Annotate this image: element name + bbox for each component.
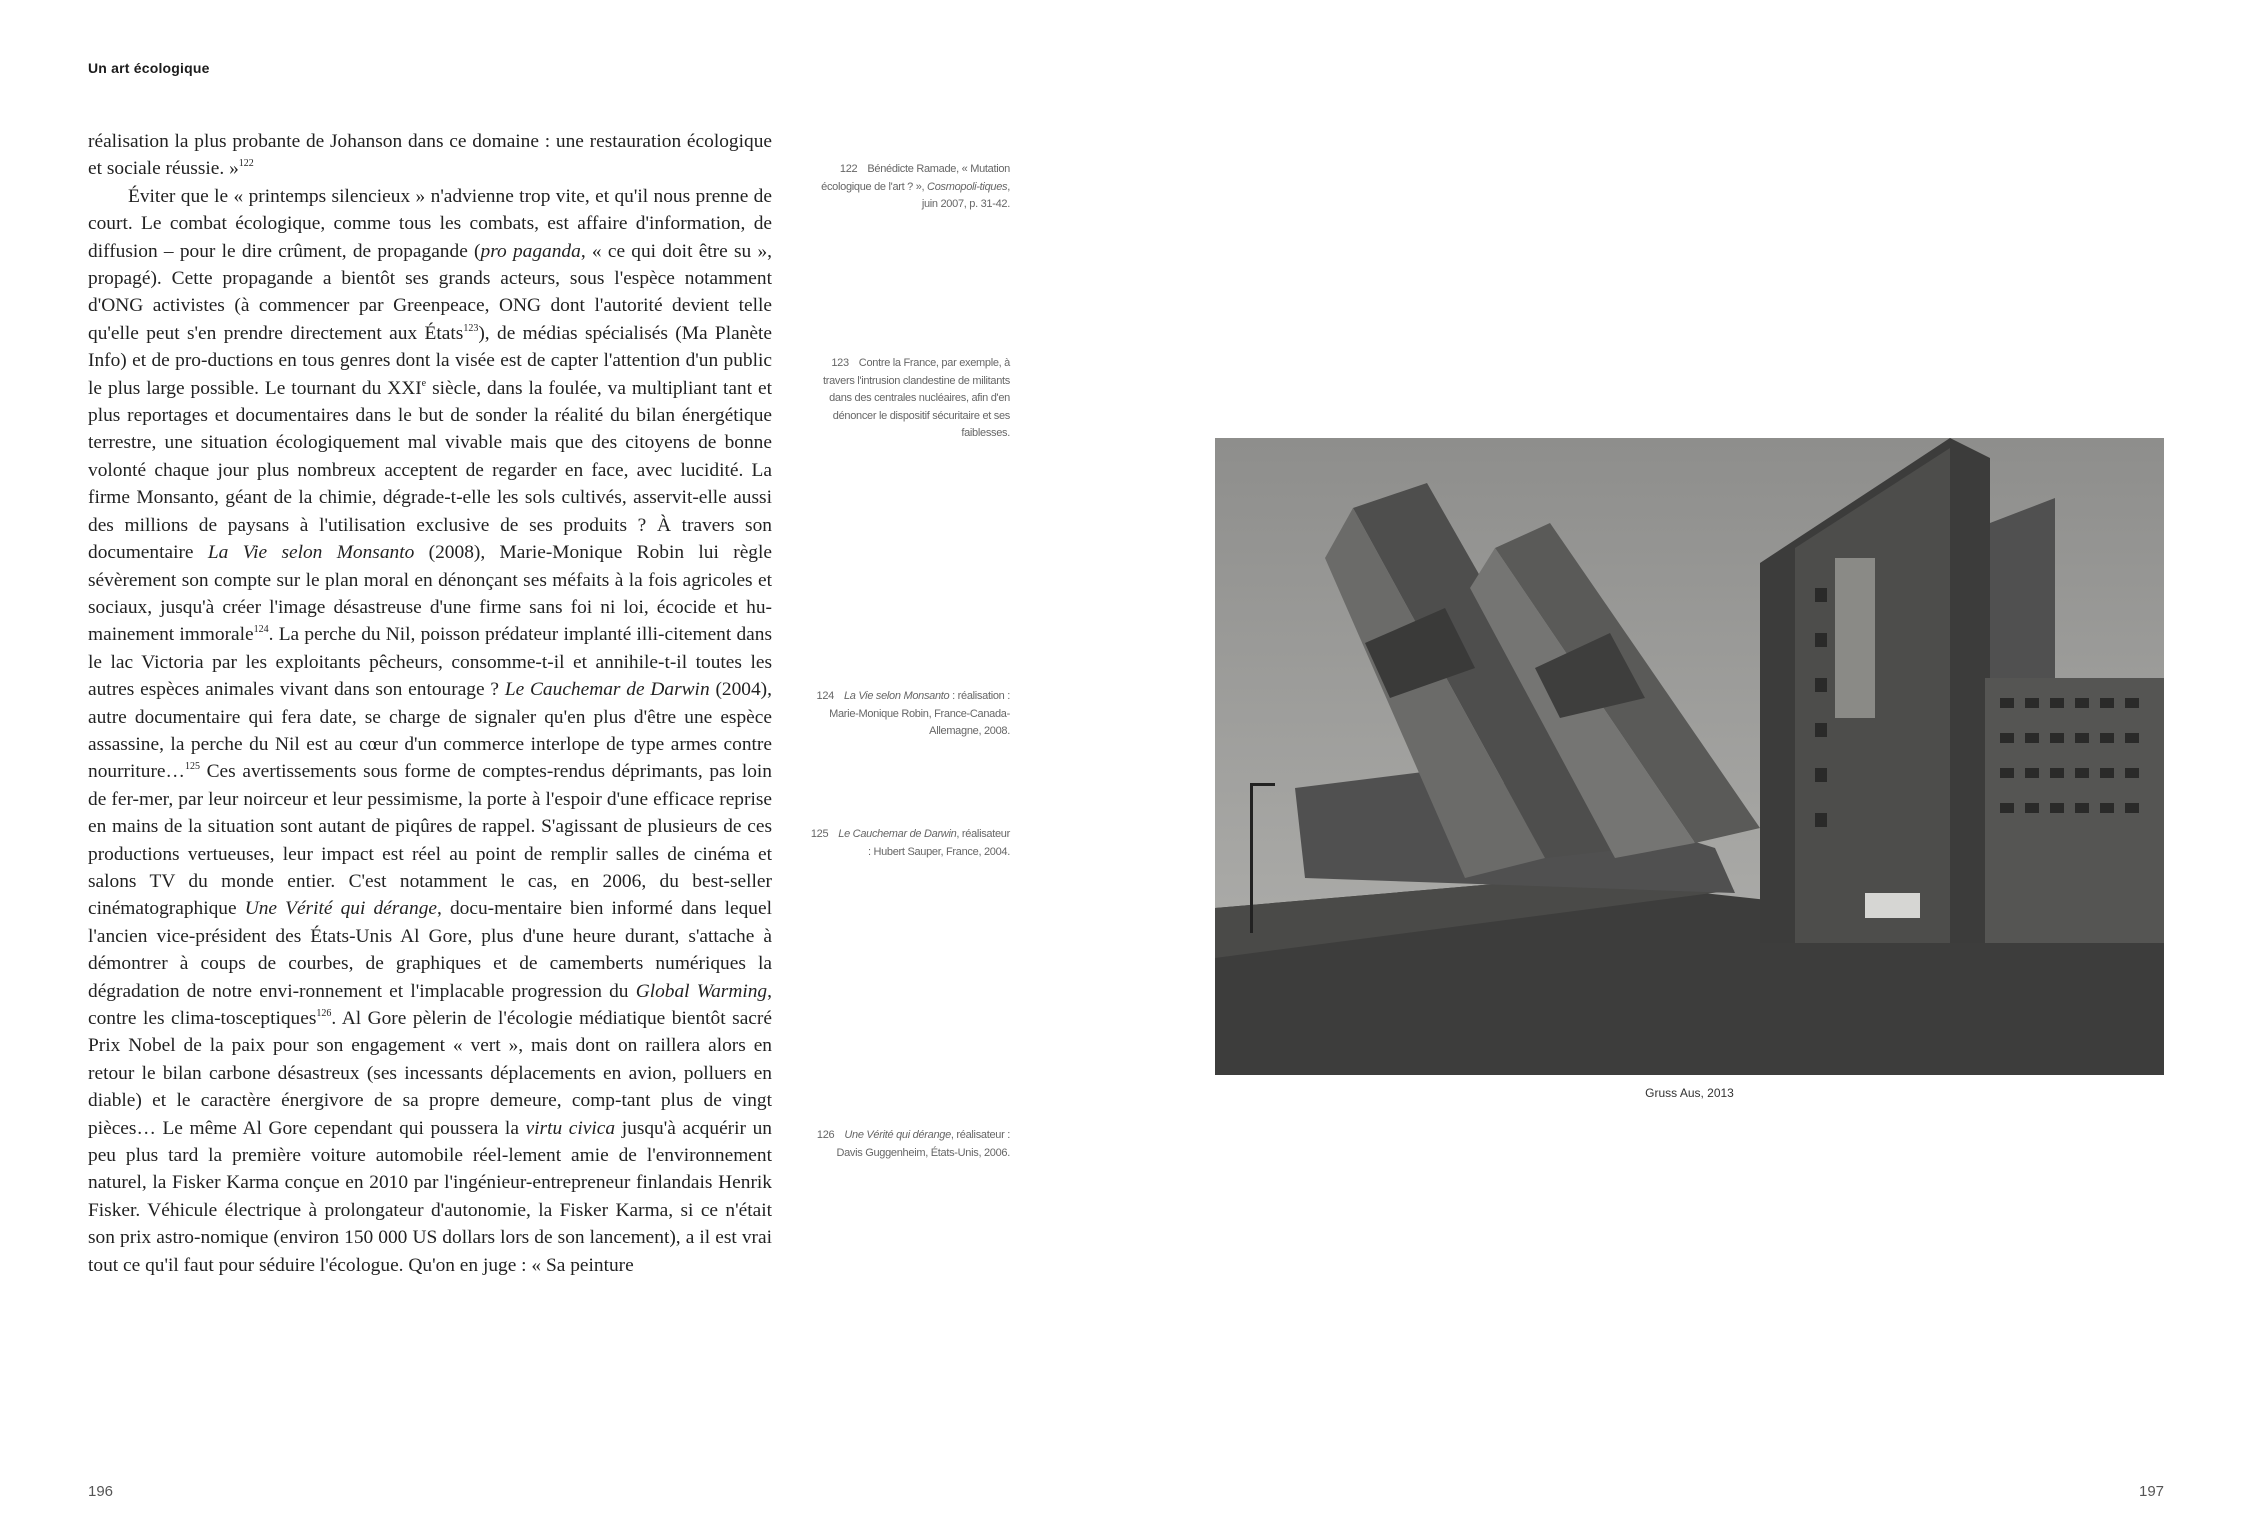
footnote-ref: 125 bbox=[184, 761, 200, 773]
artwork-photo bbox=[1215, 438, 2164, 1075]
footnote-ref: 124 bbox=[253, 624, 269, 636]
footnote-123: 123 Contre la France, par exemple, à travers l'intrusion clandestine de militants dans des centrales nucléaires, afin d'en dénoncer le dispositif sécuritaire et ses faiblesses. bbox=[823, 357, 1010, 439]
body-text bbox=[88, 128, 772, 1279]
footnote-126: 126 Une Vérité qui dérange, réalisateur : Davis Guggenheim, États-Unis, 2006. bbox=[816, 1129, 1010, 1159]
paragraph: réalisation la plus probante de Johanson dans ce domaine : une restauration écologique et sociale réussie. »$^{122}$ bbox=[88, 131, 772, 180]
footnote-ref: 126 bbox=[316, 1008, 332, 1019]
footnote-124: 124 La Vie selon Monsanto : réalisation : Marie-Monique Robin, France-Canada-Allemagne, 2008. bbox=[816, 690, 1010, 737]
footnote-122: 122 Bénédicte Ramade, « Mutation écologique de l'art ? », Cosmopoli-tiques, juin 2007, p. 31-42. bbox=[821, 163, 1010, 210]
page-number-left: 196 bbox=[88, 1483, 114, 1500]
footnote-125: 125 Le Cauchemar de Darwin, réalisateur : Hubert Sauper, France, 2004. bbox=[810, 828, 1010, 858]
page-number-right: 197 bbox=[2139, 1483, 2165, 1500]
figure-caption: Gruss Aus, 2013 bbox=[1645, 1086, 1734, 1100]
tilted-buildings-image bbox=[1215, 438, 2164, 1075]
running-header: Un art écologique bbox=[88, 60, 210, 76]
paragraph: Éviter que le « printemps silencieux » n'advienne trop vite, et qu'il nous prenne de court. Le combat écologique, comme tous les combats, est affaire d'information, de diffusion – pour le dire crûment, de propagande (pro paganda, « ce qui doit être su », propagé). Cette propagande a bientôt ses grands acteurs, sous l'espèce notamment d'ONG activistes (à commencer par Greenpeace, ONG dont l'autorité devient telle qu'elle peut s'en prendre directement aux États$^{123}$), de médias spécialisés (Ma Planète Info) et de pro-ductions en tous genres dont la visée est de capter l'attention d'un public le plus large possible. Le tournant du XXIe siècle, dans la foulée, va multipliant tant et plus reportages et documentaires dans le but de sonder la réalité du bilan énergétique terrestre, une situation écologiquement mal vivable mais que des citoyens de bonne volonté chaque jour plus nombreux acceptent de regarder en face, avec lucidité. La firme Monsanto, géant de la chimie, dégrade-t-elle les sols cultivés, asservit-elle aussi des millions de paysans à l'utilisation exclusive de ses produits ? À travers son documentaire La Vie selon Monsanto (2008), Marie-Monique Robin lui règle sévèrement son compte sur le plan moral en dénonçant ses méfaits à la fois agricoles et sociaux, jusqu'à créer l'image désastreuse d'une firme sans foi ni loi, écocide et hu-mainement immorale$^{124}$. La perche du Nil, poisson prédateur implanté illi-citement dans le lac Victoria par les exploitants pêcheurs, consomme-t-il et annihile-t-il toutes les autres espèces animales vivant dans son entourage ? Le Cauchemar de Darwin (2004), autre documentaire qui fera date, se charge de signaler qu'en plus d'être une espèce assassine, la perche du Nil est au cœur d'un commerce interlope de type armes contre nourriture…$^{125}$ Ces avertissements sous forme de comptes-rendus déprimants, pas loin de fer-mer, par leur noirceur et leur pessimisme, la porte à l'espoir d'une efficace reprise en mains de la situation sont autant de piqûres de rappel. S'agissant de plusieurs de ces productions vertueuses, leur impact est réel au point de remplir salles de cinéma et salons TV du monde entier. C'est notamment le cas, en 2006, du best-seller cinématographique Une Vérité qui dérange, docu-mentaire bien informé dans lequel l'ancien vice-président des États-Unis Al Gore, plus d'une heure durant, s'attache à démontrer à coups de courbes, de graphiques et de camemberts numériques la dégradation de notre envi-ronnement et l'implacable progression du Global Warming, contre les clima-tosceptiques$^{126}$. Al Gore pèlerin de l'écologie médiatique bientôt sacré Prix Nobel de la paix pour son engagement « vert », mais dont on raillera alors en retour le bilan carbone désastreux (ses incessants déplacements en avion, polluers en diable) et le caractère énergivore de sa propre demeure, comp-tant plus de vingt pièces… Le même Al Gore cependant qui poussera la virtu civica jusqu'à acquérir un peu plus tard la première voiture automobile réel-lement amie de l'environnement naturel, la Fisker Karma conçue en 2010 par l'ingénieur-entrepreneur finlandais Henrik Fisker. Véhicule électrique à prolongateur d'autonomie, la Fisker Karma, si ce n'était son prix astro-nomique (environ 150 000 US dollars lors de son lancement), a il est vrai tout ce qu'il faut pour séduire l'écologue. Qu'on en juge : « Sa peinture bbox=[88, 185, 773, 1276]
footnote-ref: 123 bbox=[463, 322, 479, 334]
